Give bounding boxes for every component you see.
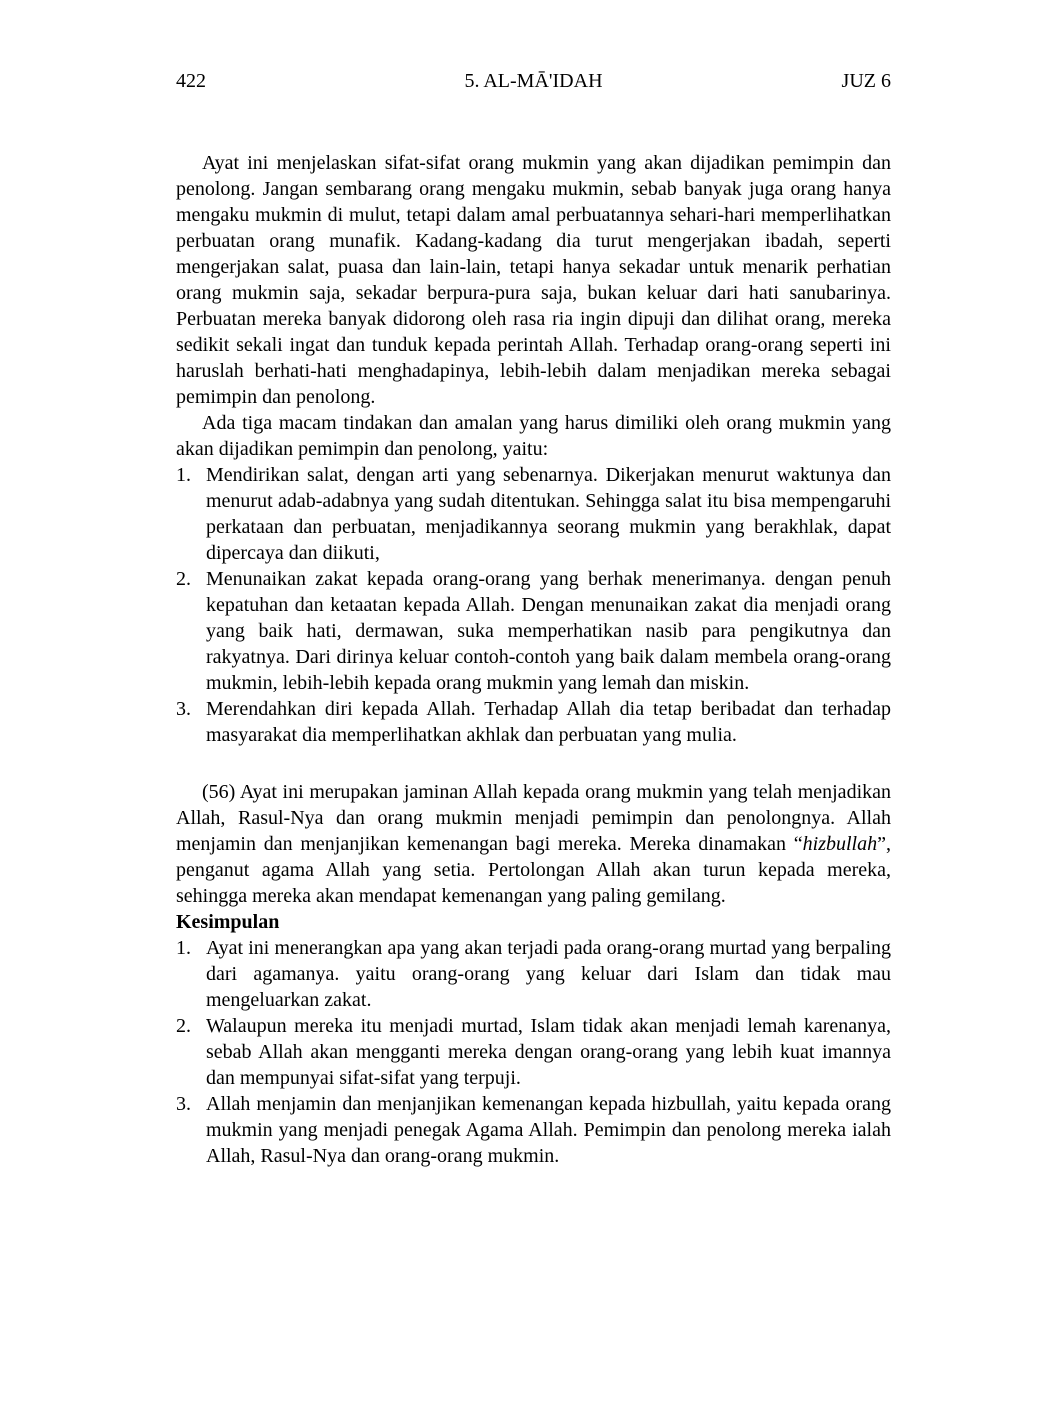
hizbullah-italic-term: hizbullah (802, 833, 878, 855)
list-number: 1. (176, 937, 191, 959)
paragraph-tiga-macam: Ada tiga macam tindakan dan amalan yang harus dimiliki oleh orang mukmin yang akan dijadikan pemimpin dan penolong, yaitu: (176, 412, 891, 460)
paragraph-intro: Ayat ini menjelaskan sifat-sifat orang mukmin yang akan dijadikan pemimpin dan penolong. Jangan sembarang orang mengaku mukmin, sebab banyak juga orang hanya mengaku mukmin di mulut, tetapi dalam amal perbuatannya sehari-hari memperlihatkan perbuatan orang munafik. Kadang-kadang dia turut mengerjakan ibadah, seperti mengerjakan salat, puasa dan lain-lain, tetapi hanya sekadar untuk menarik perhatian orang mukmin saja, sekadar berpura-pura saja, bukan keluar dari hati sanubarinya. Perbuatan mereka banyak didorong oleh rasa ria ingin dipuji dan dilihat orang, mereka sedikit sekali ingat dan tunduk kepada perintah Allah. Terhadap orang-orang seperti ini haruslah berhati-hati menghadapinya, lebih-lebih dalam menjadikan mereka sebagai pemimpin dan penolong. (176, 152, 891, 408)
list-item-text: Merendahkan diri kepada Allah. Terhadap Allah dia tetap beribadat dan terhadap masyarakat dia memperlihatkan akhlak dan perbuatan yang mulia. (206, 698, 891, 746)
kesimpulan-heading: Kesimpulan (176, 911, 280, 933)
page-header (176, 68, 891, 94)
list-item-text: Ayat ini menerangkan apa yang akan terjadi pada orang-orang murtad yang berpaling dari agamanya. yaitu orang-orang yang keluar dari Islam dan tidak mau mengeluarkan zakat. (206, 937, 891, 1011)
list-number: 2. (176, 568, 191, 590)
list-item-salat (176, 462, 891, 566)
list-item-text: Allah menjamin dan menjanjikan kemenangan kepada hizbullah, yaitu kepada orang mukmin yang menjadi penegak Agama Allah. Pemimpin dan penolong mereka ialah Allah, Rasul-Nya dan orang-orang mukmin. (206, 1093, 891, 1167)
list-item-text: Walaupun mereka itu menjadi murtad, Islam tidak akan menjadi lemah karenanya, sebab Allah akan mengganti mereka dengan orang-orang yang lebih kuat imannya dan mempunyai sifat-sifat yang terpuji. (206, 1015, 891, 1089)
page-body (176, 150, 891, 1169)
kesimpulan-item-2 (176, 1013, 891, 1091)
kesimpulan-item-3 (176, 1091, 891, 1169)
list-number: 1. (176, 464, 191, 486)
list-number: 3. (176, 698, 191, 720)
list-item-zakat (176, 566, 891, 696)
list-item-merendahkan-diri (176, 696, 891, 748)
page-number: 422 (176, 70, 206, 92)
list-item-text: Mendirikan salat, dengan arti yang sebenarnya. Dikerjakan menurut waktunya dan menurut adab-adabnya yang sudah ditentukan. Sehingga salat itu bisa mempengaruhi perkataan dan perbuatan, menjadikannya seorang mukmin yang berakhlak, dapat dipercaya dan diikuti, (206, 464, 891, 564)
kesimpulan-item-1 (176, 935, 891, 1013)
paragraph-ayat-56-after: ”, penganut agama Allah yang setia. Pertolongan Allah akan turun kepada mereka, sehingga mereka akan mendapat kemenangan yang paling gemilang. (176, 833, 891, 907)
juz-label: JUZ 6 (841, 70, 891, 92)
list-number: 3. (176, 1093, 191, 1115)
paragraph-ayat-56 (176, 779, 891, 909)
page-title: 5. AL-MĀ'IDAH (464, 70, 603, 92)
list-item-text: Menunaikan zakat kepada orang-orang yang berhak menerimanya. dengan penuh kepatuhan dan ketaatan kepada Allah. Dengan menunaikan zakat dia menjadi orang yang baik hati, dermawan, suka memperhatikan nasib para pengikutnya dan rakyatnya. Dari dirinya keluar contoh-contoh yang baik dalam membela orang-orang mukmin, lebih-lebih kepada orang mukmin yang lemah dan miskin. (206, 568, 891, 694)
list-number: 2. (176, 1015, 191, 1037)
paragraph-ayat-56-before: (56) Ayat ini merupakan jaminan Allah kepada orang mukmin yang telah menjadikan Allah, Rasul-Nya dan orang mukmin menjadi pemimpin dan penolongnya. Allah menjamin dan menjanjikan kemenangan bagi mereka. Mereka dinamakan “ (176, 781, 891, 855)
